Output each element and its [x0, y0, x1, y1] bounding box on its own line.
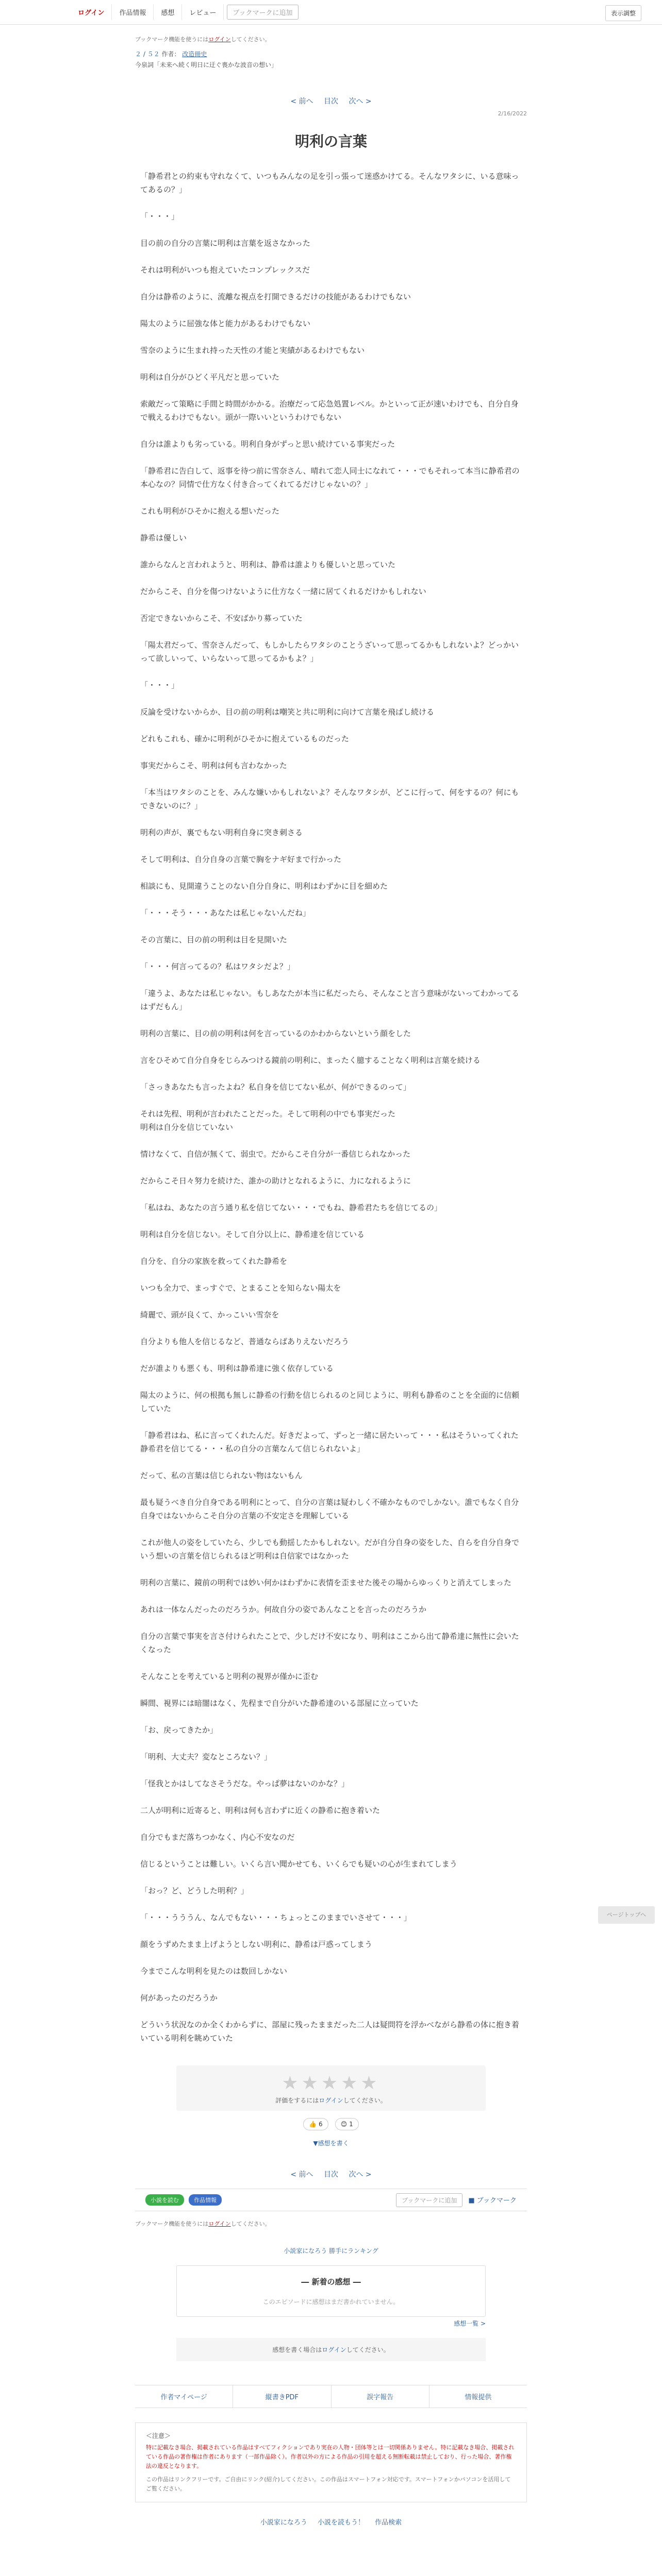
novel-body [135, 170, 527, 2045]
impression-note-prefix: 感想を書く場合は [272, 2346, 322, 2353]
body-paragraph: これが他人の姿をしていたら、少しでも動揺したかもしれない。だが自分自身の姿をした、自らを自分自身でいう想いの言葉を信じられるほど明利は自信家ではなかった [140, 1538, 520, 1561]
impressions-link[interactable]: 感想 [154, 4, 182, 20]
body-paragraph: 陽太のように屈強な体と能力があるわけでもない [140, 319, 311, 328]
bookmark-add-button[interactable]: ブックマークに追加 [227, 5, 298, 20]
evaluation-note [176, 2096, 486, 2105]
star-rating[interactable]: ★★★★★ [282, 2073, 380, 2094]
body-paragraph: 言をひそめて自分自身をじらみつける鏡前の明利に、まったく臆することなく明利は言葉を続ける [140, 1056, 481, 1065]
login-note-bottom-suffix: してください。 [230, 2221, 271, 2227]
bookmark-label: ブックマーク [476, 2196, 517, 2205]
display-setting-button[interactable]: 表示調整 [605, 5, 641, 21]
body-paragraph: 何があったのだろうか [140, 1993, 218, 2003]
body-paragraph: 「・・・」 [140, 212, 179, 221]
body-paragraph: 否定できないからこそ、不安ばかり募っていた [140, 614, 303, 623]
impression-note-suffix: してください。 [346, 2346, 390, 2353]
body-paragraph: 瞬間、視界には暗闇はなく、先程まで自分がいた静希達のいる部屋に立っていた [140, 1699, 419, 1708]
next-link[interactable]: 次へ > [349, 97, 372, 106]
body-paragraph: 情けなくて、自信が無くて、弱虫で。だからこそ自分が一番信じられなかった [140, 1149, 411, 1159]
body-paragraph: 「怪我とかはしてなさそうだな。やっぱ夢はないのかな？」 [140, 1779, 350, 1788]
body-paragraph: 「明利、大丈夫？変なところない？」 [140, 1752, 272, 1761]
body-paragraph: 「・・・うううん、なんでもない・・・ちょっとこのままでいさせて・・・」 [140, 1913, 411, 1922]
body-paragraph: 静希は優しい [140, 533, 187, 543]
author-label: 作者： [161, 50, 180, 58]
body-paragraph: 二人が明利に近寄ると、明利は何も言わずに近くの静希に抱き着いた [140, 1806, 380, 1815]
main-content [135, 25, 527, 2361]
login-note-suffix: してください。 [230, 36, 271, 43]
page-top-button[interactable]: ページトップへ [598, 1906, 655, 1924]
footer-bar [135, 2189, 527, 2211]
login-note-link[interactable]: ログイン [208, 36, 231, 43]
body-paragraph: それは明利がいつも抱えていたコンプレックスだ [140, 265, 310, 275]
body-paragraph: 自分は誰よりも劣っている。明利自身がずっと思い続けている事実だった [140, 439, 395, 449]
body-paragraph: その言葉に、目の前の明利は目を見開いた [140, 935, 288, 944]
footer-search-link[interactable]: 作品検索 [375, 2519, 402, 2527]
login-note-prefix: ブックマーク機能を使うには [135, 36, 209, 43]
reaction-smile-button[interactable]: 😊 1 [335, 2118, 359, 2130]
ranking-link[interactable]: 小説家になろう 勝手にランキング [284, 2247, 378, 2255]
body-paragraph: 目の前の自分の言葉に明利は言葉を返さなかった [140, 239, 311, 248]
episode-position: ２ / ５２ [135, 50, 160, 58]
body-paragraph: だからこそ日々努力を続けた、誰かの助けとなれるように、力になれるように [140, 1176, 411, 1185]
reaction-good-button[interactable]: 👍 6 [303, 2118, 328, 2130]
body-paragraph: 明利の言葉に、目の前の明利は何を言っているのかわからないという顔をした [140, 1029, 411, 1038]
read-novel-badge[interactable]: 小説を読む [145, 2194, 184, 2206]
login-note [135, 25, 527, 49]
body-paragraph: いつも全力で、まっすぐで、とまることを知らない陽太を [140, 1283, 341, 1293]
body-paragraph: 「陽太君だって、雪奈さんだって、もしかしたらワタシのことうざいって思ってるかもしれないよ？どっかいって欲しいって、いらないって思ってるかもよ？」 [140, 640, 519, 663]
notice-copyright: 特に記載なき場合、掲載されている作品はすべてフィクションであり実在の人物・団体等とは一切関係ありません。特に記載なき場合、掲載されている作品の著作権は作者にあります（一部作品除く）。作者以外の方による作品の引用を超える無断転載は禁止しており、行った場合、著作権法の違反となります。 [146, 2444, 515, 2469]
body-paragraph: 「静希君はね、私に言ってくれたんだ。好きだよって、ずっと一緒に居たいって・・・私はそういってくれた静希君を信じてる・・・私の自分の言葉なんて信じられないよ」 [140, 1431, 519, 1453]
evaluation-login-link[interactable]: ログイン [319, 2097, 343, 2104]
body-paragraph: 顔をうずめたまま上げようとしない明利に、静希は戸惑ってしまう [140, 1940, 373, 1949]
reviews-link[interactable]: レビュー [182, 4, 224, 20]
new-reviews-box [176, 2265, 486, 2317]
body-paragraph: 相談にも、見開違うことのない自分自身に、明利はわずかに目を細めた [140, 882, 388, 891]
body-paragraph: 信じるということは難しい。いくら言い聞かせても、いくらでも疑いの心が生まれてしまう [140, 1859, 457, 1869]
body-paragraph: あれは一体なんだったのだろうか。何故自分の姿であんなことを言ったのだろうか [140, 1605, 427, 1614]
body-paragraph: 最も疑うべき自分自身である明利にとって、自分の言葉は疑わしく不確かなものでしかない。誰でもなく自分自身ではないからこそ自分の言葉の不安定さを理解している [140, 1498, 519, 1520]
notice-title: ＜注意＞ [146, 2432, 171, 2439]
prev-link[interactable]: < 前へ [290, 97, 313, 106]
info-provide-link[interactable]: 情報提供 [465, 2394, 492, 2401]
body-paragraph: 雪奈のように生まれ持った天性の才能と実績があるわけでもない [140, 346, 365, 355]
write-impression-link[interactable]: ▼感想を書く [313, 2140, 349, 2147]
body-paragraph: 陽太のように、何の根拠も無しに静希の行動を信じられるのと同じように、明利も静希のことを全面的に信頼していた [140, 1391, 520, 1413]
login-note-bottom [135, 2211, 527, 2228]
body-paragraph: 明利は自分を信じない。そして自分以上に、静希達を信じている [140, 1230, 365, 1239]
works-link[interactable]: 作品情報 [112, 4, 154, 20]
footer-read-link[interactable]: 小説を読もう！ [317, 2519, 365, 2527]
body-paragraph: 「・・・そう・・・あなたは私じゃないんだね」 [140, 908, 311, 918]
body-paragraph: 「・・・」 [140, 681, 179, 690]
body-paragraph: これも明利がひそかに抱える想いだった [140, 506, 280, 516]
body-paragraph: 自分よりも他人を信じるなど、普通ならばありえないだろう [140, 1337, 350, 1346]
footer-bookmark-add-button[interactable]: ブックマークに追加 [396, 2193, 462, 2207]
author-mypage-link[interactable]: 作者マイページ [135, 2385, 233, 2408]
notice-linkfree: この作品はリンクフリーです。ご自由にリンク(紹介)してください。この作品はスマートフォン対応です。スマートフォンかパソコンを活用してご覧ください。 [146, 2476, 511, 2492]
login-note-bottom-link[interactable]: ログイン [208, 2221, 231, 2227]
body-paragraph: 「さっきあなたも言ったよね？私自身を信じてない私が、何ができるのって」 [140, 1082, 411, 1092]
vertical-pdf-link[interactable]: 縦書きPDF [233, 2385, 331, 2408]
body-paragraph: 「本当はワタシのことを、みんな嫌いかもしれないよ？そんなワタシが、どこに行って、何をするの？何にもできないのに？」 [140, 788, 519, 810]
footer-bookmark [396, 2193, 517, 2207]
login-link[interactable]: ログイン [71, 4, 112, 20]
body-paragraph: 自分でもまだ落ちつかなく、内心不安なのだ [140, 1833, 295, 1842]
toc-link[interactable]: 目次 [324, 97, 338, 106]
body-paragraph: だって、私の言葉は信じられない物はないもん [140, 1471, 303, 1480]
body-paragraph: だが誰よりも悪くも、明利は静希達に強く依存している [140, 1364, 334, 1373]
episode-title: 明利の言葉 [294, 133, 367, 150]
body-paragraph: 明利は自分がひどく平凡だと思っていた [140, 372, 280, 382]
prev-link-bottom[interactable]: < 前へ [290, 2171, 313, 2179]
body-paragraph: 「・・・何言ってるの？私はワタシだよ？」 [140, 962, 295, 971]
notice-box [135, 2422, 527, 2502]
evaluation-note-suffix: してください。 [343, 2097, 387, 2104]
typo-report-link[interactable]: 誤字報告 [332, 2385, 429, 2408]
body-paragraph: 綺麗で、頭が良くて、かっこいい雪奈を [140, 1310, 279, 1319]
body-paragraph: 自分の言葉で事実を言さ付けられたことで、少しだけ不安になり、明利はここから出て静希達に無性に会いたくなった [140, 1632, 519, 1654]
body-paragraph: 今までこんな明利を見たのは数回しかない [140, 1967, 288, 1976]
impression-login-note [176, 2338, 486, 2361]
footer-home-link[interactable]: 小説家になろう [260, 2519, 307, 2527]
body-paragraph: 明利の声が、裏でもない明利自身に突き刺さる [140, 828, 303, 837]
body-paragraph: 索敵だって策略に手間と時間がかかる。治療だって応急処置レベル。かといって正が速いわけでも、自分自身で戦えるわけでもない。頭が一際いいというわけでもない [140, 399, 519, 422]
body-paragraph: 「静希君に告白して、返事を待つ前に雪奈さん、晴れて恋人同士になれて・・・でもそれって本当に静希君の本心なの？同情で仕方なく付き合ってくれてるだけじゃないの？」 [140, 466, 520, 489]
body-paragraph: 自分を、自分の家族を救ってくれた静希を [140, 1257, 288, 1266]
body-paragraph: それは先程、明利が言われたことだった。そして明利の中でも事実だった 明利は自分を信じていない [140, 1109, 396, 1132]
body-paragraph: 「おっ？ど、どうした明利？」 [140, 1886, 249, 1895]
reviews-all-link[interactable]: 感想一覧 > [454, 2320, 486, 2327]
bookmark-link[interactable]: ■ ブックマーク [468, 2196, 517, 2205]
new-reviews-empty: このエピソードに感想はまだ書かれていません。 [262, 2298, 400, 2306]
body-paragraph: 「静希君との約束も守れなくて、いつもみんなの足を引っ張って迷惑かけてる。そんなワタシに、いる意味ってあるの？」 [140, 172, 519, 194]
login-note-bottom-prefix: ブックマーク機能を使うには [135, 2221, 209, 2227]
episode-date: 2/16/2022 [498, 110, 527, 117]
body-paragraph: 「お、戻ってきたか」 [140, 1725, 218, 1735]
evaluation-note-prefix: 評価をするには [275, 2097, 319, 2104]
body-paragraph: 事実だからこそ、明利は何も言わなかった [140, 761, 287, 770]
next-link-bottom[interactable]: 次へ > [349, 2171, 372, 2179]
body-paragraph: 明利の言葉に、鏡前の明利では妙い何かはわずかに表情を歪ませた後その場からゆっくりと消えてしまった [140, 1578, 511, 1587]
body-paragraph: 自分は静希のように、流離な視点を打開できるだけの技能があるわけでもない [140, 292, 411, 301]
author-link[interactable]: 改造冊史 [182, 50, 207, 58]
evaluation-box [176, 2065, 486, 2111]
top-nav [0, 0, 662, 25]
body-paragraph: どういう状況なのか全くわからずに、部屋に残ったままだった二人は疑問符を浮かべながら静希の体に抱き着いている明利を眺めていた [140, 2020, 520, 2043]
toc-link-bottom[interactable]: 目次 [324, 2171, 338, 2179]
series-info [135, 49, 527, 58]
body-paragraph: 反論を受けないからか、目の前の明利は嘲笑と共に明利に向けて言葉を飛ばし続ける [140, 707, 435, 717]
reactions [135, 2118, 527, 2130]
pager-bottom [135, 2147, 527, 2189]
footer-links [0, 2517, 662, 2527]
body-paragraph: そして明利は、自分自身の言葉で胸をナギ好まで行かった [140, 855, 342, 864]
body-paragraph: だからこそ、自分を傷つけないように仕方なく一緒に居てくれるだけかもしれない [140, 587, 426, 596]
new-reviews-heading: ― 新着の感想 ― [301, 2277, 361, 2286]
bottom-links [135, 2385, 527, 2408]
impression-login-link[interactable]: ログイン [322, 2346, 346, 2353]
series-title[interactable]: 今泉詞「未来へ続く明日に迂ぐ喪かな波音の想い」 [135, 61, 278, 69]
pager-top [135, 69, 527, 110]
footer-badges [145, 2194, 224, 2206]
work-info-badge[interactable]: 作品情報 [189, 2194, 222, 2206]
body-paragraph: 誰からなんと言われようと、明利は、静希は誰よりも優しいと思っていた [140, 560, 396, 569]
body-paragraph: 「私はね、あなたの言う通り私を信じてない・・・でもね、静希君たちを信じてるの」 [140, 1203, 442, 1212]
body-paragraph: そんなことを考えていると明利の視界が僅かに歪む [140, 1672, 319, 1681]
body-paragraph: 「違うよ、あなたは私じゃない。もしあなたが本当に私だったら、そんなこと言う意味がないってわかってるはずだもん」 [140, 989, 520, 1011]
body-paragraph: どれもこれも、確かに明利がひそかに抱えているものだった [140, 734, 350, 743]
